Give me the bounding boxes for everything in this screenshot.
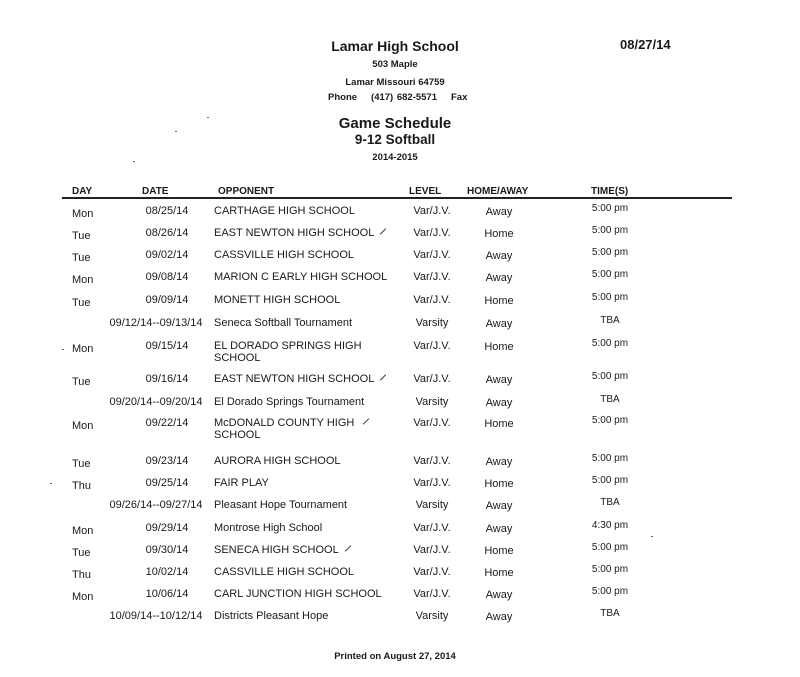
time-cell: 5:00 pm bbox=[591, 225, 629, 236]
level-cell: Varsity bbox=[415, 610, 449, 622]
opponent-cell: SENECA HIGH SCHOOL bbox=[214, 544, 339, 556]
day-cell: Mon bbox=[72, 343, 94, 355]
time-cell: 5:00 pm bbox=[591, 247, 629, 258]
table-row bbox=[0, 455, 800, 477]
date-cell: 09/22/14 bbox=[145, 417, 189, 429]
table-row bbox=[0, 588, 800, 610]
date-cell: 08/25/14 bbox=[145, 205, 189, 217]
opponent-cell: CASSVILLE HIGH SCHOOL bbox=[214, 249, 354, 261]
time-cell: 4:30 pm bbox=[591, 520, 629, 531]
day-cell: Tue bbox=[72, 297, 91, 309]
opponent-cell: Districts Pleasant Hope bbox=[214, 610, 329, 622]
home-away-cell: Home bbox=[484, 228, 514, 240]
time-cell: TBA bbox=[600, 394, 620, 405]
home-away-cell: Home bbox=[484, 418, 514, 430]
time-cell: TBA bbox=[600, 608, 620, 619]
day-cell: Tue bbox=[72, 252, 91, 264]
level-cell: Var/J.V. bbox=[413, 544, 451, 556]
day-cell: Thu bbox=[72, 480, 91, 492]
date-cell: 09/29/14 bbox=[145, 522, 189, 534]
level-cell: Var/J.V. bbox=[413, 294, 451, 306]
table-row bbox=[0, 205, 800, 227]
table-row bbox=[0, 294, 800, 316]
home-away-cell: Away bbox=[485, 272, 513, 284]
fax-label: Fax bbox=[451, 92, 468, 103]
level-cell: Varsity bbox=[415, 396, 449, 408]
time-cell: TBA bbox=[600, 315, 620, 326]
level-cell: Var/J.V. bbox=[413, 417, 451, 429]
home-away-cell: Away bbox=[485, 611, 513, 623]
address-line-1: 503 Maple bbox=[372, 59, 418, 70]
day-cell: Mon bbox=[72, 420, 94, 432]
table-row bbox=[0, 227, 800, 249]
home-away-cell: Home bbox=[484, 478, 514, 490]
opponent-cell: CARL JUNCTION HIGH SCHOOL bbox=[214, 588, 382, 600]
table-row bbox=[0, 610, 800, 632]
opponent-cell: McDONALD COUNTY HIGH SCHOOL bbox=[214, 417, 355, 441]
time-cell: 5:00 pm bbox=[591, 269, 629, 280]
opponent-cell: Seneca Softball Tournament bbox=[214, 317, 352, 329]
level-cell: Var/J.V. bbox=[413, 373, 451, 385]
column-header-time: TIME(S) bbox=[591, 186, 629, 197]
column-header-opponent: OPPONENT bbox=[218, 186, 275, 197]
home-away-cell: Away bbox=[485, 374, 513, 386]
time-cell: 5:00 pm bbox=[591, 292, 629, 303]
column-header-day: DAY bbox=[72, 186, 93, 197]
table-row bbox=[0, 499, 800, 521]
day-cell: Mon bbox=[72, 274, 94, 286]
level-cell: Var/J.V. bbox=[413, 249, 451, 261]
printed-on-footer: Printed on August 27, 2014 bbox=[334, 651, 456, 662]
day-cell: Tue bbox=[72, 547, 91, 559]
date-cell: 10/09/14--10/12/14 bbox=[109, 610, 203, 622]
day-cell: Mon bbox=[72, 591, 94, 603]
opponent-cell: MARION C EARLY HIGH SCHOOL bbox=[214, 271, 388, 283]
day-cell: Mon bbox=[72, 208, 94, 220]
date-cell: 09/20/14--09/20/14 bbox=[109, 396, 203, 408]
scan-speck bbox=[133, 161, 135, 162]
home-away-cell: Away bbox=[485, 206, 513, 218]
table-row bbox=[0, 566, 800, 588]
day-cell: Tue bbox=[72, 376, 91, 388]
table-row bbox=[0, 544, 800, 566]
day-cell: Tue bbox=[72, 458, 91, 470]
date-cell: 08/26/14 bbox=[145, 227, 189, 239]
time-cell: 5:00 pm bbox=[591, 338, 629, 349]
opponent-cell: EAST NEWTON HIGH SCHOOL bbox=[214, 373, 375, 385]
date-cell: 10/06/14 bbox=[145, 588, 189, 600]
level-cell: Var/J.V. bbox=[413, 588, 451, 600]
level-cell: Varsity bbox=[415, 317, 449, 329]
date-cell: 09/08/14 bbox=[145, 271, 189, 283]
time-cell: 5:00 pm bbox=[591, 542, 629, 553]
table-row bbox=[0, 249, 800, 271]
address-line-2: Lamar Missouri 64759 bbox=[345, 77, 445, 88]
opponent-cell: EAST NEWTON HIGH SCHOOL bbox=[214, 227, 375, 239]
season-year: 2014-2015 bbox=[372, 152, 418, 163]
home-away-cell: Home bbox=[484, 341, 514, 353]
level-cell: Var/J.V. bbox=[413, 227, 451, 239]
time-cell: 5:00 pm bbox=[591, 475, 629, 486]
table-row bbox=[0, 396, 800, 418]
home-away-cell: Away bbox=[485, 500, 513, 512]
date-cell: 09/23/14 bbox=[145, 455, 189, 467]
table-row bbox=[0, 417, 800, 439]
level-cell: Var/J.V. bbox=[413, 522, 451, 534]
time-cell: TBA bbox=[600, 497, 620, 508]
opponent-cell: CASSVILLE HIGH SCHOOL bbox=[214, 566, 354, 578]
schedule-title: Game Schedule bbox=[338, 115, 452, 132]
level-cell: Var/J.V. bbox=[413, 271, 451, 283]
level-cell: Var/J.V. bbox=[413, 340, 451, 352]
opponent-cell: FAIR PLAY bbox=[214, 477, 269, 489]
opponent-cell: MONETT HIGH SCHOOL bbox=[214, 294, 341, 306]
day-cell: Mon bbox=[72, 525, 94, 537]
time-cell: 5:00 pm bbox=[591, 453, 629, 464]
home-away-cell: Away bbox=[485, 589, 513, 601]
opponent-cell: CARTHAGE HIGH SCHOOL bbox=[214, 205, 355, 217]
scan-speck bbox=[207, 117, 209, 118]
school-name: Lamar High School bbox=[331, 38, 459, 54]
level-cell: Var/J.V. bbox=[413, 205, 451, 217]
opponent-cell: Montrose High School bbox=[214, 522, 323, 534]
time-cell: 5:00 pm bbox=[591, 586, 629, 597]
home-away-cell: Home bbox=[484, 295, 514, 307]
date-cell: 09/12/14--09/13/14 bbox=[109, 317, 203, 329]
table-row bbox=[0, 340, 800, 362]
home-away-cell: Away bbox=[485, 397, 513, 409]
day-cell: Tue bbox=[72, 230, 91, 242]
table-row bbox=[0, 522, 800, 544]
scan-speck bbox=[50, 483, 52, 484]
time-cell: 5:00 pm bbox=[591, 415, 629, 426]
home-away-cell: Home bbox=[484, 567, 514, 579]
date-cell: 09/26/14--09/27/14 bbox=[109, 499, 203, 511]
opponent-cell: El Dorado Springs Tournament bbox=[214, 396, 365, 408]
date-cell: 09/16/14 bbox=[145, 373, 189, 385]
table-row bbox=[0, 477, 800, 499]
level-cell: Var/J.V. bbox=[413, 566, 451, 578]
home-away-cell: Away bbox=[485, 318, 513, 330]
scan-speck bbox=[651, 536, 653, 537]
time-cell: 5:00 pm bbox=[591, 203, 629, 214]
scan-speck bbox=[62, 349, 64, 350]
phone-number: (417) 682-5571 bbox=[371, 92, 437, 103]
home-away-cell: Home bbox=[484, 545, 514, 557]
date-cell: 09/30/14 bbox=[145, 544, 189, 556]
phone-line bbox=[328, 92, 481, 103]
opponent-cell: EL DORADO SPRINGS HIGH SCHOOL bbox=[214, 340, 362, 364]
schedule-subtitle: 9-12 Softball bbox=[354, 132, 436, 147]
print-date: 08/27/14 bbox=[620, 37, 671, 52]
home-away-cell: Away bbox=[485, 250, 513, 262]
home-away-cell: Away bbox=[485, 456, 513, 468]
header-rule bbox=[62, 197, 732, 199]
table-row bbox=[0, 373, 800, 395]
date-cell: 09/15/14 bbox=[145, 340, 189, 352]
table-row bbox=[0, 317, 800, 339]
time-cell: 5:00 pm bbox=[591, 371, 629, 382]
opponent-cell: AURORA HIGH SCHOOL bbox=[214, 455, 341, 467]
time-cell: 5:00 pm bbox=[591, 564, 629, 575]
level-cell: Varsity bbox=[415, 499, 449, 511]
column-header-date: DATE bbox=[142, 186, 169, 197]
date-cell: 10/02/14 bbox=[145, 566, 189, 578]
column-header-home-away: HOME/AWAY bbox=[467, 186, 529, 197]
level-cell: Var/J.V. bbox=[413, 455, 451, 467]
date-cell: 09/25/14 bbox=[145, 477, 189, 489]
level-cell: Var/J.V. bbox=[413, 477, 451, 489]
phone-label: Phone bbox=[328, 92, 358, 103]
column-header-level: LEVEL bbox=[409, 186, 442, 197]
home-away-cell: Away bbox=[485, 523, 513, 535]
date-cell: 09/02/14 bbox=[145, 249, 189, 261]
date-cell: 09/09/14 bbox=[145, 294, 189, 306]
scan-speck bbox=[175, 131, 177, 132]
opponent-cell: Pleasant Hope Tournament bbox=[214, 499, 348, 511]
table-row bbox=[0, 271, 800, 293]
day-cell: Thu bbox=[72, 569, 91, 581]
